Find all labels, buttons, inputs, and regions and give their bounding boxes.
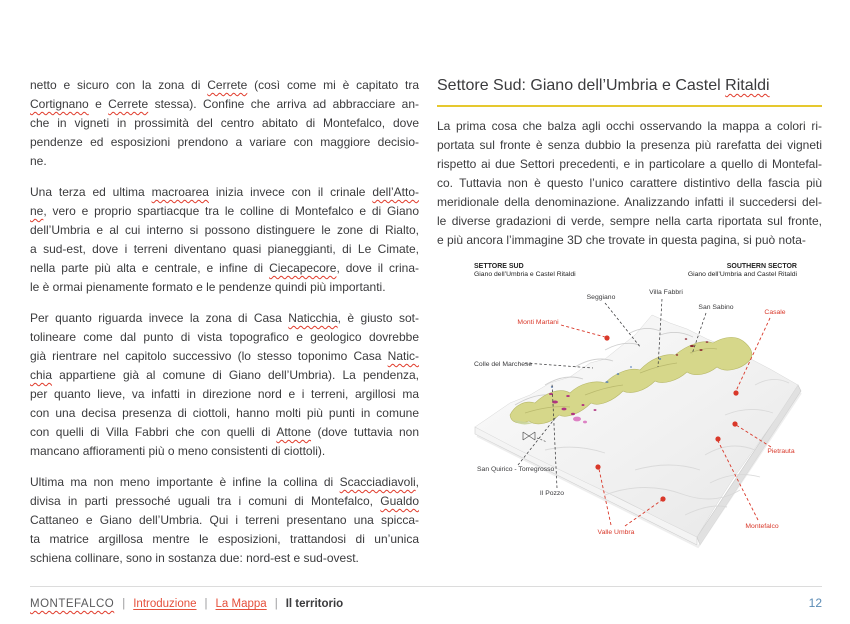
misspelled-word: Gualdo xyxy=(380,494,419,508)
text-line xyxy=(30,133,419,152)
text-line xyxy=(30,114,419,133)
map-label: Seggiano xyxy=(586,294,616,301)
map-label: Monti Martani xyxy=(517,319,559,326)
paragraph xyxy=(30,183,419,297)
text-line xyxy=(437,231,822,250)
text-run: schiena collinare, sono in sostanza due: nord-est e sud-ovest. xyxy=(30,551,359,565)
text-run: già rientrare nel capitolo successivo (lo stesso toponimo Casa xyxy=(30,349,388,363)
text-line xyxy=(30,202,419,221)
text-run: Una terza ed ultima xyxy=(30,185,152,199)
text-line xyxy=(437,117,822,136)
separator: | xyxy=(274,598,278,610)
text-line xyxy=(30,152,419,171)
text-line xyxy=(437,193,822,212)
map-label: Il Pozzo xyxy=(539,490,565,497)
text-line xyxy=(30,404,419,423)
misspelled-word: Natic- xyxy=(387,349,419,363)
text-line xyxy=(437,212,822,231)
map-title-en-line1: SOUTHERN SECTOR xyxy=(726,263,797,270)
text-run: co. Tuttavia non è questo l’unico carattere distintivo della fascia più xyxy=(437,175,822,190)
map-title-it-line1: SETTORE SUD xyxy=(474,263,524,270)
misspelled-word: Cerrete xyxy=(108,97,149,111)
text-line xyxy=(30,259,419,278)
paragraph xyxy=(30,76,419,171)
text-line xyxy=(437,174,822,193)
text-run: appartiene già al comune di Giano dell’Umbria). La pendenza, xyxy=(52,368,419,382)
paragraph xyxy=(30,473,419,568)
text-run: , xyxy=(415,475,419,489)
text-run: Cattaneo e Giano dell’Umbria. Qui i terreni presentano una spicca- xyxy=(30,513,419,527)
separator: | xyxy=(204,598,208,610)
map-title-it-line2: Giano dell’Umbria e Castel Ritaldi xyxy=(474,271,576,278)
footer-nav xyxy=(30,586,822,610)
map-title-en-line2: Giano dell’Umbria and Castel Ritaldi xyxy=(687,271,797,278)
map-label: Colle del Marchese xyxy=(474,361,533,368)
misspelled-word: Cerrete xyxy=(207,78,248,92)
text-run: , è giusto sot- xyxy=(337,311,419,325)
text-run: e più ancora l’immagine 3D che trovate in questa pagina, si può nota- xyxy=(437,232,806,247)
footer-link-introduzione[interactable]: Introduzione xyxy=(133,598,197,610)
text-line xyxy=(30,442,419,461)
text-run: con quelli di Villa Fabbri che con quelli di xyxy=(30,425,277,439)
text-run: pendenze ed esposizioni prendono a variare con maggiore decisio- xyxy=(30,135,419,149)
text-run: le diverse gradazioni di verde, sempre nella carta riportata sul fronte, xyxy=(437,213,822,228)
text-line xyxy=(437,155,822,174)
text-run: ta matrice argillosa mentre le esposizioni, trattandosi di un’unica xyxy=(30,532,419,546)
text-run: mancano affioramenti più o meno consistenti di ciottoli). xyxy=(30,444,326,458)
text-line xyxy=(30,423,419,442)
sector-map-figure xyxy=(455,255,850,570)
right-text-column xyxy=(437,76,822,262)
text-run: Per quanto riguarda invece la zona di Casa xyxy=(30,311,289,325)
text-run: dell’Umbria e al cui interno si possono distinguere le zone di Rialto, xyxy=(30,223,419,237)
text-run: Settore Sud: Giano dell’Umbria e Castel xyxy=(437,77,726,94)
text-run: ne. xyxy=(30,154,47,168)
footer-current-section: Il territorio xyxy=(285,598,344,610)
misspelled-word: Cortignano xyxy=(30,97,89,111)
misspelled-word: Ciecapecore xyxy=(269,261,337,275)
map-location-dot xyxy=(595,464,600,469)
misspelled-word: Attone xyxy=(276,425,312,439)
text-line xyxy=(30,240,419,259)
map-label: Pietrauta xyxy=(767,448,795,455)
section-heading xyxy=(437,76,822,96)
text-run: che in vigneti in prossimità del centro abitato di Montefalco, dove xyxy=(30,116,419,130)
text-run: con una decisa presenza di ciottoli, hanno molti più punti in comune xyxy=(30,406,419,420)
heading-underline xyxy=(437,105,822,107)
misspelled-word: Scacciadiavoli xyxy=(339,475,416,489)
misspelled-word: chia xyxy=(30,368,53,382)
left-text-column xyxy=(30,76,419,580)
text-run: tolineare come dal punto di vista topografico e geologico dovrebbe xyxy=(30,330,419,344)
map-location-dot xyxy=(732,421,737,426)
map-location-dot xyxy=(660,496,665,501)
text-line xyxy=(30,278,419,297)
text-line xyxy=(30,183,419,202)
misspelled-word: macroarea xyxy=(151,185,209,199)
text-run: nella parte più alta e centrale, e infine di xyxy=(30,261,270,275)
text-run: stessa). Confine che arriva ad abbracciare an- xyxy=(148,97,419,111)
map-label: San Sabino xyxy=(698,304,734,311)
text-line xyxy=(30,530,419,549)
map-label: Montefalco xyxy=(745,523,779,530)
text-line xyxy=(30,221,419,240)
terrain-3d-model xyxy=(475,315,801,547)
text-line xyxy=(30,511,419,530)
map-label: Villa Fabbri xyxy=(649,289,683,296)
text-run: portata sul fronte è senza dubbio la presenza più rarefatta dei vigneti xyxy=(437,137,822,152)
map-location-dot xyxy=(604,335,609,340)
text-run: (dove tuttavia non xyxy=(311,425,420,439)
text-line xyxy=(30,366,419,385)
text-line xyxy=(30,473,419,492)
text-line xyxy=(30,309,419,328)
misspelled-word: Ritaldi xyxy=(725,77,770,94)
misspelled-word: ne xyxy=(30,204,44,218)
text-run: , vero e proprio spartiacque tra le colline di Montefalco e di Giano xyxy=(43,204,419,218)
text-run: e xyxy=(88,97,109,111)
paragraph xyxy=(30,309,419,461)
map-label: Valle Umbra xyxy=(597,529,635,536)
map-label: Casale xyxy=(764,309,786,316)
misspelled-word: dell’Atto- xyxy=(372,185,419,199)
text-run: per quanto lieve, va infatti in direzione nord e i terreni, argillosi ma xyxy=(30,387,419,401)
text-run: meridionale della denominazione. Analizzando infatti il succedersi del- xyxy=(437,194,822,209)
text-run: netto e sicuro con la zona di xyxy=(30,78,208,92)
text-run: inizia invece con il crinale xyxy=(208,185,373,199)
text-run: Ultima ma non meno importante è infine la collina di xyxy=(30,475,340,489)
text-line xyxy=(437,136,822,155)
text-run: , dove il crina- xyxy=(336,261,419,275)
map-location-dot xyxy=(733,390,738,395)
footer-brand: MONTEFALCO xyxy=(30,598,115,610)
text-line xyxy=(30,549,419,568)
map-location-dot xyxy=(715,436,720,441)
text-line xyxy=(30,385,419,404)
map-leader-line xyxy=(561,325,605,337)
text-line xyxy=(30,328,419,347)
paragraph xyxy=(437,117,822,250)
text-run: a sud-est, dove i terreni diventano quasi pianeggianti, di Le Cimate, xyxy=(30,242,419,256)
text-line xyxy=(30,347,419,366)
map-leader-line xyxy=(525,363,593,368)
text-line xyxy=(30,76,419,95)
page-number: 12 xyxy=(808,596,822,610)
map-leader-line xyxy=(605,303,641,348)
text-line xyxy=(30,95,419,114)
breadcrumb xyxy=(30,598,343,610)
separator: | xyxy=(122,598,126,610)
text-run: La prima cosa che balza agli occhi osservando la mappa a colori ri- xyxy=(437,118,822,133)
text-line xyxy=(30,492,419,511)
text-run: (così come mi è capitato tra xyxy=(247,78,419,92)
text-run: divisa in parti pressoché uguali tra i comuni di Montefalco, xyxy=(30,494,381,508)
text-run: rispetto ai due Settori precedenti, e in particolare a quello di Montefal- xyxy=(437,156,822,171)
map-label: San Quirico - Torregrosso xyxy=(477,466,555,473)
misspelled-word: Naticchia xyxy=(288,311,338,325)
footer-link-la-mappa[interactable]: La Mappa xyxy=(215,598,267,610)
text-run: le è ormai pienamente formato e le pendenze quindi più importanti. xyxy=(30,280,386,294)
